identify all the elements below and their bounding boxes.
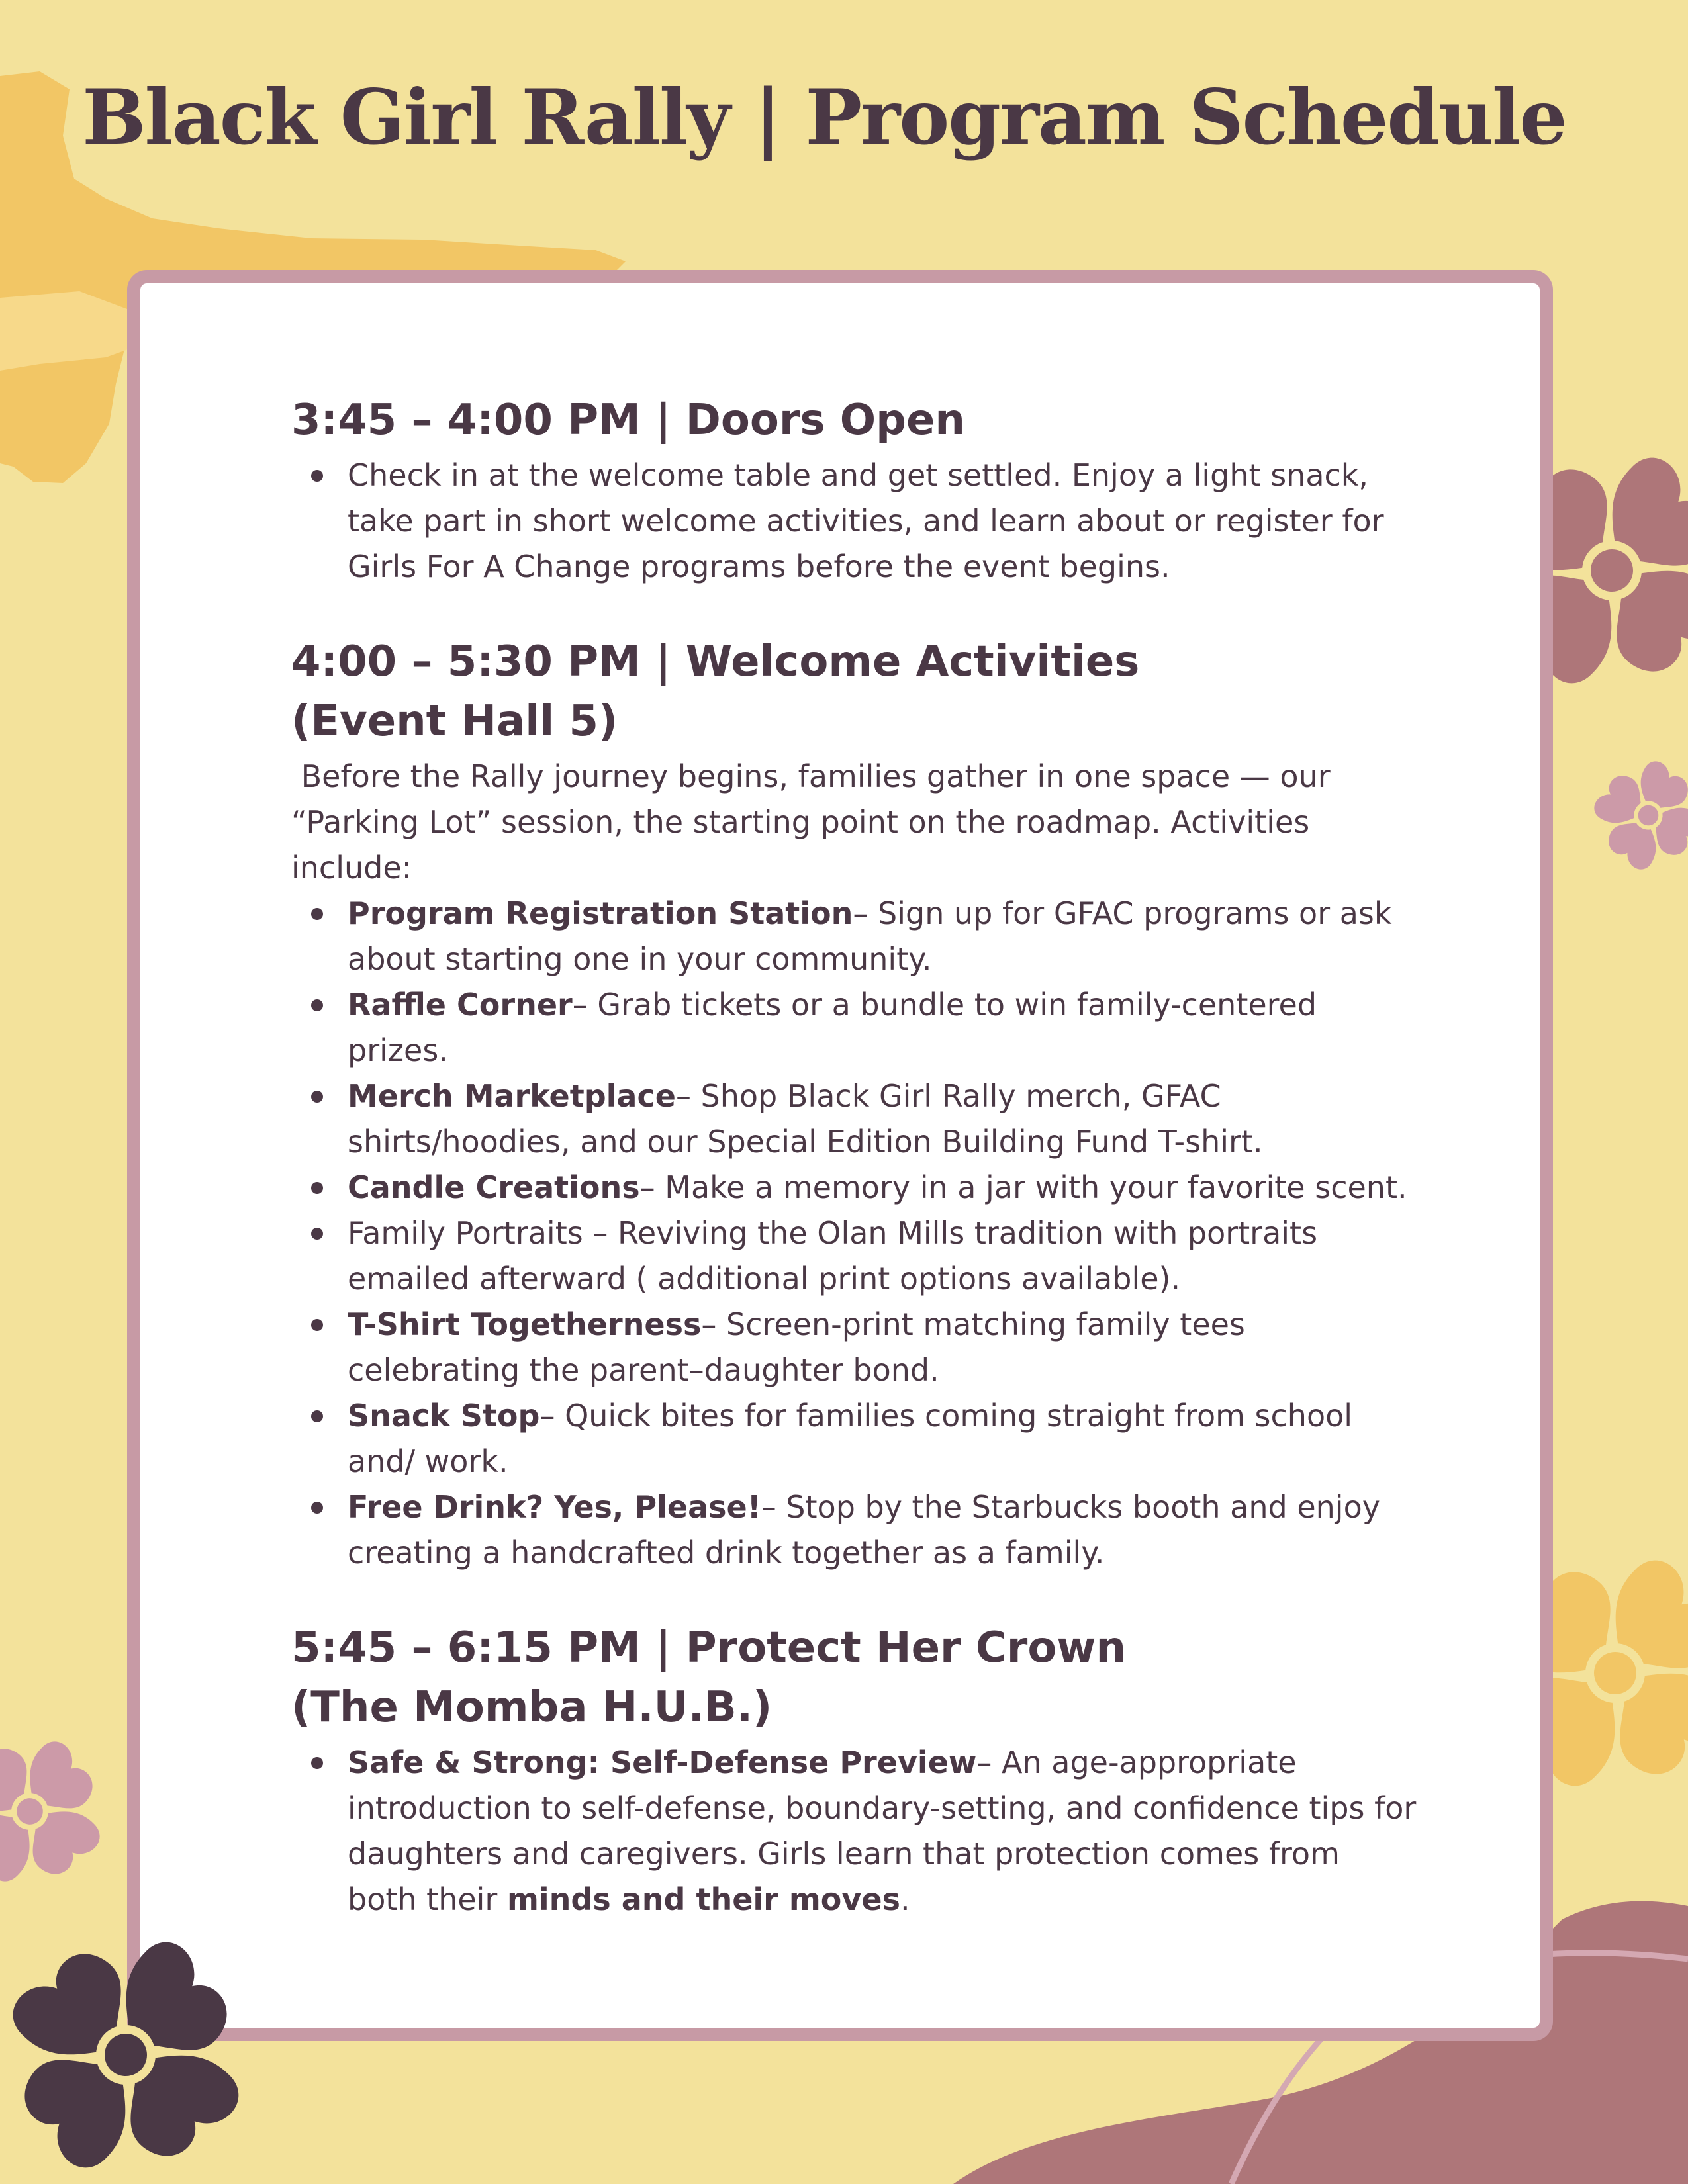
flower-decoration bbox=[0, 1906, 278, 2184]
list-item bbox=[291, 1484, 1417, 1576]
schedule-content bbox=[291, 390, 1417, 1965]
schedule-section bbox=[291, 632, 1417, 1576]
item-title: Safe & Strong: Self-Defense Preview bbox=[348, 1745, 977, 1780]
list-item bbox=[291, 982, 1417, 1073]
section-heading-line: 4:00 – 5:30 PM | Welcome Activities bbox=[291, 637, 1140, 686]
section-heading-line: (The Momba H.U.B.) bbox=[291, 1683, 773, 1732]
item-title: T-Shirt Togetherness bbox=[348, 1306, 702, 1342]
item-text-end: . bbox=[900, 1882, 910, 1917]
list-item bbox=[291, 1740, 1417, 1923]
section-heading: 3:45 – 4:00 PM | Doors Open bbox=[291, 396, 965, 445]
item-text: – An age-appropriate introduction to self-defense, boundary-setting, and confidence tips for daughters and caregivers. Girls learn that protection comes from both their bbox=[348, 1745, 1417, 1917]
flower-decoration bbox=[0, 1709, 132, 1914]
list-item bbox=[291, 1073, 1417, 1165]
item-text: Family Portraits – Reviving the Olan Mills tradition with portraits emailed afterward ( additional print options available). bbox=[348, 1215, 1318, 1297]
item-text: – Grab tickets or a bundle to win family-centered prizes. bbox=[348, 987, 1317, 1068]
list-item: Check in at the welcome table and get settled. Enjoy a light snack, take part in short welcome activities, and learn about or register for Girls For A Change programs before the event begins. bbox=[291, 453, 1417, 590]
list-item bbox=[291, 1302, 1417, 1393]
flower-decoration bbox=[1581, 749, 1688, 882]
item-title: Merch Marketplace bbox=[348, 1078, 676, 1114]
item-text: – Sign up for GFAC programs or ask about starting one in your community. bbox=[348, 895, 1392, 977]
schedule-section bbox=[291, 390, 1417, 590]
intro-text: Before the Rally journey begins, families gather in one space — our “Parking Lot” session, the starting point on the roadmap. Activities include: bbox=[291, 758, 1331, 886]
schedule-section bbox=[291, 1618, 1417, 1923]
list-item bbox=[291, 891, 1417, 982]
section-heading-line: (Event Hall 5) bbox=[291, 697, 618, 746]
item-title: Program Registration Station bbox=[348, 895, 853, 931]
item-text: – Shop Black Girl Rally merch, GFAC shirts/hoodies, and our Special Edition Building Fund T-shirt. bbox=[348, 1078, 1263, 1160]
bullet-list bbox=[291, 1740, 1417, 1923]
list-item bbox=[291, 1393, 1417, 1484]
item-title: Raffle Corner bbox=[348, 987, 573, 1023]
list-item bbox=[291, 1165, 1417, 1210]
item-title: Snack Stop bbox=[348, 1398, 540, 1433]
item-text: – Screen-print matching family tees celebrating the parent–daughter bond. bbox=[348, 1306, 1245, 1388]
item-emphasis: minds and their moves bbox=[506, 1882, 900, 1917]
page-title: Black Girl Rally | Program Schedule bbox=[82, 73, 1566, 161]
bullet-list bbox=[291, 453, 1417, 590]
section-heading-line: 5:45 – 6:15 PM | Protect Her Crown bbox=[291, 1623, 1126, 1672]
section-heading bbox=[291, 632, 1417, 751]
item-title: Free Drink? Yes, Please! bbox=[348, 1489, 761, 1525]
bullet-list bbox=[291, 891, 1417, 1576]
item-text: – Make a memory in a jar with your favorite scent. bbox=[639, 1169, 1407, 1205]
section-intro bbox=[291, 754, 1417, 891]
item-title: Candle Creations bbox=[348, 1169, 640, 1205]
item-text: – Quick bites for families coming straight from school and/ work. bbox=[348, 1398, 1353, 1479]
list-item bbox=[291, 1210, 1417, 1302]
item-text: – Stop by the Starbucks booth and enjoy creating a handcrafted drink together as a family. bbox=[348, 1489, 1380, 1570]
section-heading bbox=[291, 1618, 1417, 1737]
